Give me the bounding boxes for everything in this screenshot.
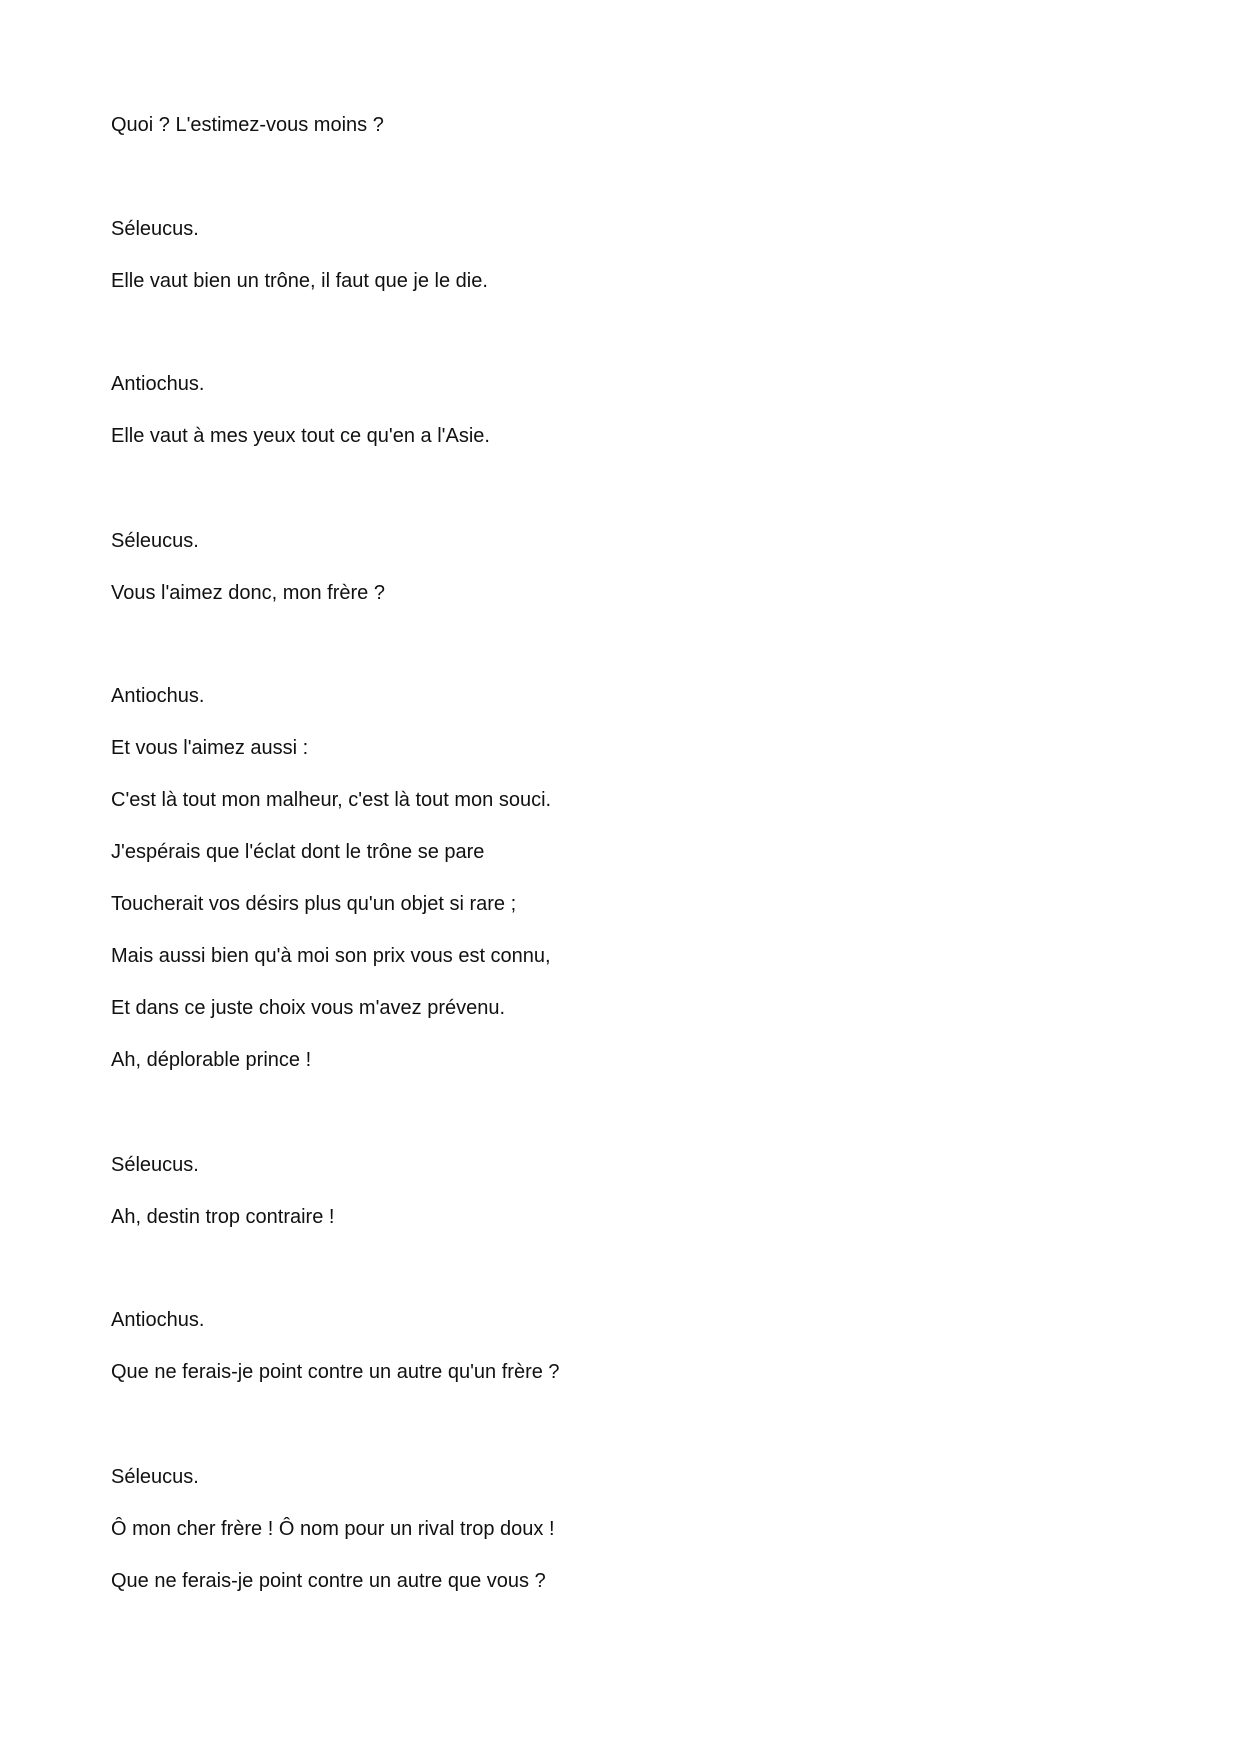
speaker-name: Séleucus. [111, 218, 199, 240]
verse-line: Mais aussi bien qu'à moi son prix vous est connu, [111, 945, 551, 967]
verse-line: Quoi ? L'estimez-vous moins ? [111, 114, 384, 136]
speaker-name: Séleucus. [111, 530, 199, 552]
verse-line: Elle vaut bien un trône, il faut que je le die. [111, 270, 488, 292]
verse-line: Et vous l'aimez aussi : [111, 737, 309, 759]
speaker-name: Antiochus. [111, 685, 205, 707]
verse-line: C'est là tout mon malheur, c'est là tout mon souci. [111, 789, 552, 811]
verse-line: Vous l'aimez donc, mon frère ? [111, 582, 385, 604]
verse-line: Et dans ce juste choix vous m'avez prévenu. [111, 997, 506, 1019]
speaker-name: Antiochus. [111, 1309, 205, 1331]
speaker-name: Antiochus. [111, 373, 205, 395]
speaker-name: Séleucus. [111, 1154, 199, 1176]
verse-line: Elle vaut à mes yeux tout ce qu'en a l'Asie. [111, 425, 490, 447]
verse-line: Que ne ferais-je point contre un autre que vous ? [111, 1570, 546, 1592]
verse-line: Que ne ferais-je point contre un autre qu'un frère ? [111, 1361, 560, 1383]
speaker-name: Séleucus. [111, 1466, 199, 1488]
verse-line: Ah, destin trop contraire ! [111, 1206, 335, 1228]
verse-line: Toucherait vos désirs plus qu'un objet si rare ; [111, 893, 517, 915]
verse-line: J'espérais que l'éclat dont le trône se pare [111, 841, 485, 863]
verse-line: Ah, déplorable prince ! [111, 1049, 312, 1071]
verse-line: Ô mon cher frère ! Ô nom pour un rival trop doux ! [111, 1518, 555, 1540]
